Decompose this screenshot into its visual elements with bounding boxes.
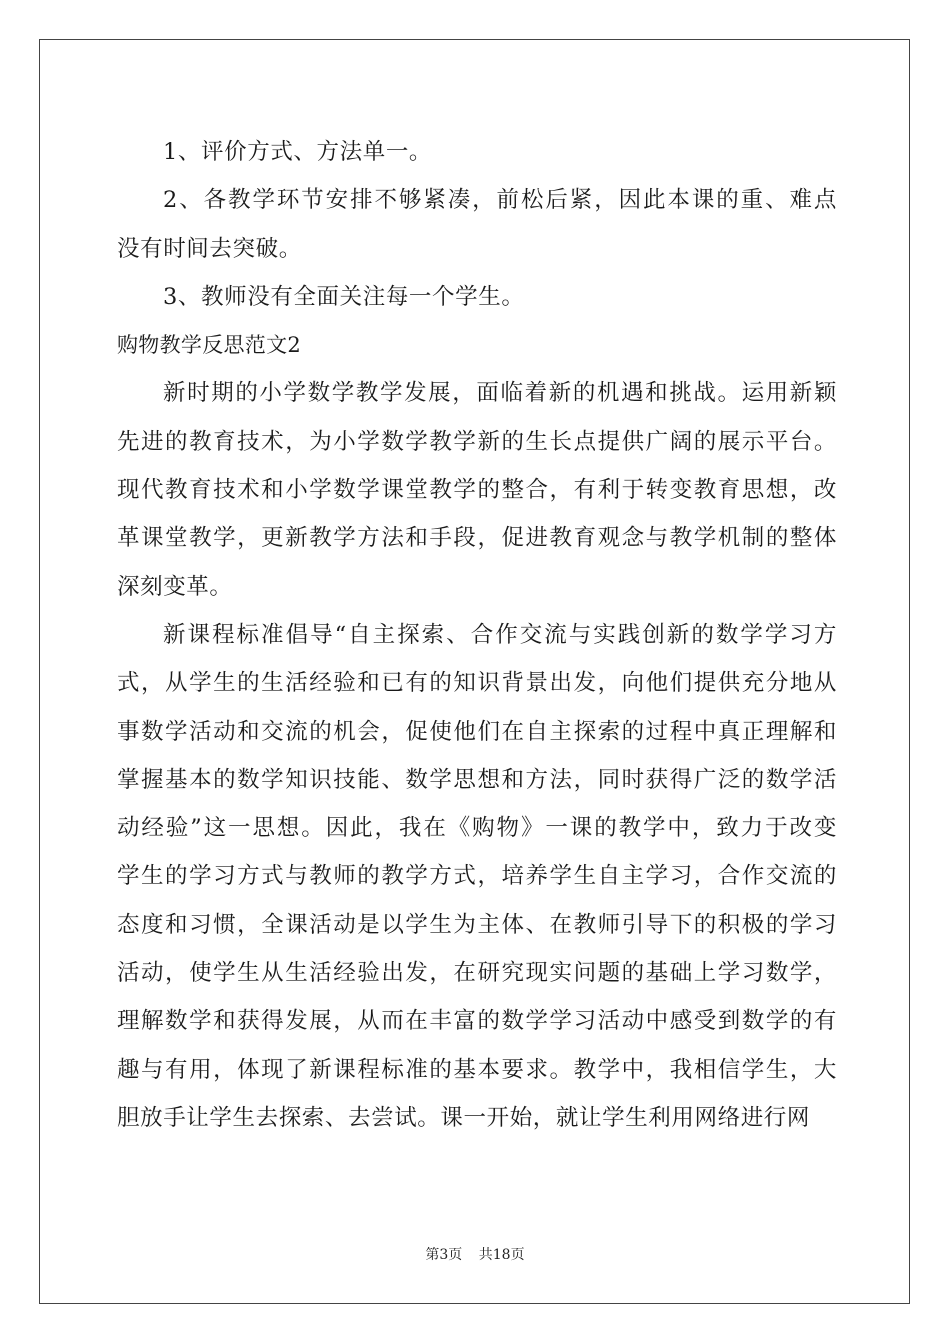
paragraph-line: 趣与有用，体现了新课程标准的基本要求。教学中，我相信学生，大 [117, 1056, 837, 1083]
paragraph-line: 新时期的小学数学教学发展，面临着新的机遇和挑战。运用新颖 [163, 380, 837, 407]
paragraph-line: 深刻变革。 [117, 573, 233, 600]
paragraph [117, 369, 837, 610]
paragraph-line: 动经验”这一思想。因此，我在《购物》一课的教学中，致力于改变 [117, 815, 837, 842]
paragraph-line: 掌握基本的数学知识技能、数学思想和方法，同时获得广泛的数学活 [117, 766, 837, 793]
paragraph-line: 胆放手让学生去探索、去尝试。课一开始，就让学生利用网络进行网 [117, 1104, 811, 1131]
paragraph-line: 现代教育技术和小学数学课堂教学的整合，有利于转变教育思想，改 [117, 477, 837, 504]
paragraph-line: 2、各教学环节安排不够紧凑，前松后紧，因此本课的重、难点 [163, 187, 837, 214]
page-total: 共18页 [478, 1247, 525, 1263]
paragraph-line: 新课程标准倡导“自主探索、合作交流与实践创新的数学学习方 [163, 621, 837, 648]
paragraph [117, 273, 837, 321]
paragraph-line: 1、评价方式、方法单一。 [163, 139, 433, 165]
paragraph-line: 事数学活动和交流的机会，促使他们在自主探索的过程中真正理解和 [117, 718, 837, 745]
paragraph-line: 学生的学习方式与教师的教学方式，培养学生自主学习，合作交流的 [117, 863, 837, 890]
paragraph-line: 革课堂教学，更新教学方法和手段，促进教育观念与教学机制的整体 [117, 525, 837, 552]
paragraph-line: 理解数学和获得发展，从而在丰富的数学学习活动中感受到数学的有 [117, 1008, 837, 1035]
paragraph-line: 先进的教育技术，为小学数学教学新的生长点提供广阔的展示平台。 [117, 428, 837, 455]
paragraph [117, 176, 837, 273]
paragraph-line: 3、教师没有全面关注每一个学生。 [163, 283, 525, 310]
page-number: 第3页 [425, 1247, 463, 1263]
paragraph [117, 128, 837, 176]
document-body [117, 128, 837, 1142]
section-heading [117, 321, 837, 369]
paragraph-line: 式，从学生的生活经验和已有的知识背景出发，向他们提供充分地从 [117, 670, 837, 697]
paragraph-line: 态度和习惯，全课活动是以学生为主体、在教师引导下的积极的学习 [117, 911, 837, 938]
paragraph-line: 活动，使学生从生活经验出发，在研究现实问题的基础上学习数学， [117, 960, 837, 987]
page-footer [0, 1244, 950, 1264]
paragraph [117, 611, 837, 1142]
paragraph-line: 没有时间去突破。 [117, 235, 302, 262]
heading-text: 购物教学反思范文2 [117, 333, 302, 358]
